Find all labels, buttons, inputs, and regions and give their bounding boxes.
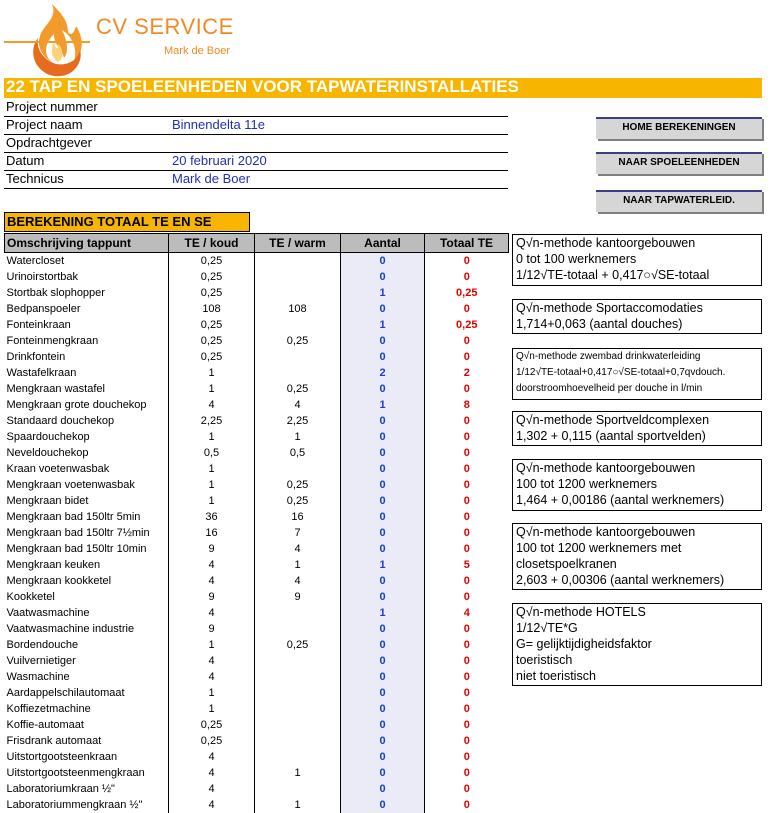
table-row (5, 541, 509, 557)
cell-aantal[interactable]: 1 (341, 317, 425, 333)
cell-aantal[interactable]: 0 (341, 253, 425, 270)
table-row (5, 637, 509, 653)
cell-totaal-te: 0 (463, 542, 470, 555)
cell-omschrijving: Laboratoriumkraan ½" (5, 781, 169, 797)
cell-te-koud: 9 (169, 541, 255, 557)
cell-te-warm: 0,25 (286, 382, 309, 395)
cell-aantal[interactable]: 0 (341, 461, 425, 477)
technician-label: Technicus (6, 171, 64, 186)
cell-omschrijving: Wasmachine (5, 669, 169, 685)
cell-totaal-te: 0 (463, 302, 470, 315)
table-row (5, 733, 509, 749)
cell-omschrijving: Bordendouche (5, 637, 169, 653)
table-row (5, 685, 509, 701)
project-number-label: Project nummer (6, 99, 98, 114)
cell-aantal[interactable]: 0 (341, 685, 425, 701)
formula-line: niet toeristisch (516, 669, 596, 683)
cell-te-koud: 4 (169, 797, 255, 813)
formula-line: 1,464 + 0,00186 (aantal werknemers) (516, 493, 725, 507)
cell-te-koud: 1 (169, 701, 255, 717)
cell-aantal[interactable]: 1 (341, 397, 425, 413)
goto-tapwaterleiding-button[interactable]: NAAR TAPWATERLEID. (596, 190, 762, 212)
column-header-te-koud: TE / koud (169, 234, 255, 253)
formula-line: 1,302 + 0,115 (aantal sportvelden) (516, 429, 706, 443)
cell-te-koud: 9 (169, 589, 255, 605)
cell-te-warm: 2,25 (286, 414, 309, 427)
table-row (5, 573, 509, 589)
cell-totaal-te: 0 (463, 702, 470, 715)
table-row (5, 477, 509, 493)
cell-totaal-te: 0 (463, 334, 470, 347)
cell-te-warm: 0,25 (286, 334, 309, 347)
cell-aantal[interactable]: 0 (341, 701, 425, 717)
cell-aantal[interactable]: 1 (341, 557, 425, 573)
cell-totaal-te: 0 (463, 782, 470, 795)
cell-te-koud: 4 (169, 765, 255, 781)
formula-line: 2,603 + 0,00306 (aantal werknemers) (516, 573, 725, 587)
cell-te-koud: 0,25 (169, 269, 255, 285)
cell-aantal[interactable]: 0 (341, 765, 425, 781)
cell-totaal-te: 0 (463, 494, 470, 507)
cell-aantal[interactable]: 2 (341, 365, 425, 381)
cell-omschrijving: Aardappelschilautomaat (5, 685, 169, 701)
cell-te-koud: 1 (169, 637, 255, 653)
cell-te-warm (255, 733, 341, 749)
cell-aantal[interactable]: 0 (341, 621, 425, 637)
cell-te-warm: 4 (294, 542, 301, 555)
cell-aantal[interactable]: 0 (341, 717, 425, 733)
cell-omschrijving: Mengkraan keuken (5, 557, 169, 573)
formula-line: 1/12√TE*G (516, 621, 578, 635)
date-label: Datum (6, 153, 45, 168)
divider (4, 188, 508, 189)
cell-omschrijving: Mengkraan bad 150ltr 5min (5, 509, 169, 525)
cell-omschrijving: Koffie-automaat (5, 717, 169, 733)
cell-te-koud: 0,5 (169, 445, 255, 461)
cell-te-warm (255, 701, 341, 717)
cell-te-koud: 1 (169, 477, 255, 493)
cell-totaal-te: 5 (463, 558, 470, 571)
cell-te-koud: 1 (169, 381, 255, 397)
formula-line: Q√n-methode kantoorgebouwen (516, 236, 696, 250)
cell-te-koud: 4 (169, 749, 255, 765)
cell-te-warm (255, 349, 341, 365)
cell-omschrijving: Fonteinmengkraan (5, 333, 169, 349)
formula-line: Q√n-methode kantoorgebouwen (516, 461, 696, 475)
cell-te-warm (255, 685, 341, 701)
cell-te-koud: 1 (169, 685, 255, 701)
table-row (5, 717, 509, 733)
cell-te-koud: 1 (169, 365, 255, 381)
cell-te-warm: 0,5 (289, 446, 306, 459)
cell-totaal-te: 0 (463, 270, 470, 283)
cell-aantal[interactable]: 0 (341, 637, 425, 653)
formula-line: 1,714+0,063 (aantal douches) (516, 317, 683, 331)
cell-totaal-te: 0 (463, 734, 470, 747)
cell-omschrijving: Mengkraan kookketel (5, 573, 169, 589)
formula-line: Q√n-methode HOTELS (516, 605, 646, 619)
cell-te-warm (255, 669, 341, 685)
cell-te-warm: 0,25 (286, 494, 309, 507)
cell-omschrijving: Fonteinkraan (5, 317, 169, 333)
cell-totaal-te: 0 (463, 638, 470, 651)
cell-te-warm (255, 749, 341, 765)
cell-te-warm (255, 653, 341, 669)
column-header-totaal-te: Totaal TE (425, 234, 509, 253)
cell-te-koud: 0,25 (169, 733, 255, 749)
cell-te-koud: 0,25 (169, 717, 255, 733)
cell-omschrijving: Standaard douchekop (5, 413, 169, 429)
cell-te-koud: 1 (169, 493, 255, 509)
technician-value: Mark de Boer (172, 171, 251, 186)
table-row (5, 701, 509, 717)
cell-te-warm: 16 (291, 510, 304, 523)
client-label: Opdrachtgever (6, 135, 92, 150)
table-row (5, 509, 509, 525)
formula-line: toeristisch (516, 653, 573, 667)
cell-aantal[interactable]: 0 (341, 653, 425, 669)
cell-te-warm: 1 (294, 798, 301, 811)
cell-te-warm (255, 317, 341, 333)
cell-te-koud: 1 (169, 461, 255, 477)
formula-line: 1/12√TE-totaal + 0,417○√SE-totaal (516, 268, 710, 282)
brand-owner: Mark de Boer (164, 45, 231, 57)
cell-totaal-te: 0 (463, 478, 470, 491)
cell-aantal[interactable]: 0 (341, 733, 425, 749)
cell-totaal-te: 0 (463, 350, 470, 363)
cell-te-warm: 108 (288, 302, 307, 315)
cell-omschrijving: Neveldouchekop (5, 445, 169, 461)
cell-te-warm: 4 (294, 398, 301, 411)
table-header-row (5, 234, 509, 253)
cell-te-koud: 4 (169, 605, 255, 621)
cell-omschrijving: Uitstortgootsteenkraan (5, 749, 169, 765)
cell-totaal-te: 0 (463, 462, 470, 475)
table-row (5, 749, 509, 765)
column-header-te-warm: TE / warm (255, 234, 341, 253)
logo-underline (4, 41, 90, 43)
column-header-aantal: Aantal (341, 234, 425, 253)
formula-line: Q√n-methode zwembad drinkwaterleiding (516, 351, 701, 362)
cell-omschrijving: Koffiezetmachine (5, 701, 169, 717)
cell-totaal-te: 0 (463, 654, 470, 667)
cell-omschrijving: Mengkraan bad 150ltr 7½min (5, 525, 169, 541)
formula-line: closetspoelkranen (516, 557, 617, 571)
table-row (5, 669, 509, 685)
cell-aantal[interactable]: 0 (341, 749, 425, 765)
cell-te-warm: 7 (294, 526, 301, 539)
cell-aantal[interactable]: 0 (341, 525, 425, 541)
home-calculations-button[interactable]: HOME BEREKENINGEN (596, 117, 762, 139)
cell-omschrijving: Spaardouchekop (5, 429, 169, 445)
brand-name: CV SERVICE (96, 14, 234, 39)
table-row (5, 269, 509, 285)
formula-box-office-large (512, 459, 762, 511)
table-row (5, 301, 509, 317)
divider (4, 170, 508, 171)
cell-omschrijving: Mengkraan grote douchekop (5, 397, 169, 413)
cell-totaal-te: 0 (463, 446, 470, 459)
cell-omschrijving: Urinoirstortbak (5, 269, 169, 285)
table-row (5, 253, 509, 270)
cell-totaal-te: 0 (463, 670, 470, 683)
cell-te-warm (255, 253, 341, 270)
cell-totaal-te: 2 (463, 366, 470, 379)
cell-te-warm (255, 365, 341, 381)
table-row (5, 317, 509, 333)
cell-aantal[interactable]: 0 (341, 781, 425, 797)
cell-te-koud: 4 (169, 653, 255, 669)
cell-te-koud: 4 (169, 557, 255, 573)
table-row (5, 621, 509, 637)
table-row (5, 381, 509, 397)
cell-te-koud: 1 (169, 429, 255, 445)
cell-omschrijving: Vaatwasmachine (5, 605, 169, 621)
cell-omschrijving: Stortbak slophopper (5, 285, 169, 301)
cell-te-koud: 16 (169, 525, 255, 541)
formula-line: 1/12√TE-totaal+0,417○√SE-totaal+0,7qvdouch. (516, 367, 726, 378)
formula-line: Q√n-methode Sportaccomodaties (516, 301, 703, 315)
cell-totaal-te: 0 (463, 798, 470, 811)
cell-te-warm: 1 (294, 766, 301, 779)
cell-aantal[interactable]: 0 (341, 429, 425, 445)
cell-te-koud: 36 (169, 509, 255, 525)
project-name-value: Binnendelta 11e (172, 117, 266, 132)
cell-aantal[interactable]: 0 (341, 573, 425, 589)
cell-totaal-te: 0,25 (456, 318, 478, 331)
cell-aantal[interactable]: 0 (341, 589, 425, 605)
table-row (5, 429, 509, 445)
cell-omschrijving: Wastafelkraan (5, 365, 169, 381)
table-row (5, 797, 509, 813)
cell-omschrijving: Mengkraan bidet (5, 493, 169, 509)
cell-totaal-te: 0 (463, 510, 470, 523)
table-row (5, 525, 509, 541)
table-row (5, 445, 509, 461)
formula-box-sportfields (512, 411, 762, 446)
table-row (5, 413, 509, 429)
date-value: 20 februari 2020 (172, 153, 267, 168)
section-title: BEREKENING TOTAAL TE EN SE (4, 212, 250, 232)
project-name-label: Project naam (6, 117, 83, 132)
formula-line: 100 tot 1200 werknemers (516, 477, 658, 491)
cell-aantal[interactable]: 0 (341, 445, 425, 461)
cell-te-warm: 1 (294, 430, 301, 443)
cell-totaal-te: 4 (463, 606, 470, 619)
cell-te-koud: 4 (169, 781, 255, 797)
cell-te-koud: 108 (169, 301, 255, 317)
cell-totaal-te: 0 (463, 590, 470, 603)
table-row (5, 653, 509, 669)
cell-te-warm (255, 781, 341, 797)
cell-te-warm (255, 717, 341, 733)
cell-omschrijving: Watercloset (5, 253, 169, 270)
cell-aantal[interactable]: 0 (341, 269, 425, 285)
cell-te-koud: 9 (169, 621, 255, 637)
cell-te-warm (255, 605, 341, 621)
cell-aantal[interactable]: 1 (341, 605, 425, 621)
table-row (5, 461, 509, 477)
table-row (5, 557, 509, 573)
cell-totaal-te: 0 (463, 750, 470, 763)
table-row (5, 365, 509, 381)
formula-line: Q√n-methode Sportveldcomplexen (516, 413, 710, 427)
cell-totaal-te: 8 (463, 398, 470, 411)
cell-aantal[interactable]: 0 (341, 669, 425, 685)
cell-te-warm: 0,25 (286, 478, 309, 491)
cell-totaal-te: 0 (463, 430, 470, 443)
formula-box-office-closet (512, 523, 762, 590)
cell-te-koud: 0,25 (169, 333, 255, 349)
page-title: 22 TAP EN SPOELEENHEDEN VOOR TAPWATERINSTALLATIES (6, 77, 519, 96)
cell-aantal[interactable]: 0 (341, 333, 425, 349)
cell-aantal[interactable]: 0 (341, 477, 425, 493)
formula-box-sport-accommodations (512, 299, 762, 334)
cell-totaal-te: 0 (463, 622, 470, 635)
formula-line: doorstroomhoevelheid per douche in l/min (516, 383, 703, 394)
cell-aantal[interactable]: 0 (341, 541, 425, 557)
cell-te-koud: 0,25 (169, 317, 255, 333)
formula-line: Q√n-methode kantoorgebouwen (516, 525, 696, 539)
cell-te-warm (255, 621, 341, 637)
cell-omschrijving: Uitstortgootsteenmengkraan (5, 765, 169, 781)
cell-totaal-te: 0 (463, 254, 470, 267)
formula-line: 100 tot 1200 werknemers met (516, 541, 682, 555)
cell-totaal-te: 0,25 (456, 286, 478, 299)
cell-te-koud: 2,25 (169, 413, 255, 429)
cell-aantal[interactable]: 0 (341, 493, 425, 509)
cell-aantal[interactable]: 0 (341, 349, 425, 365)
cell-totaal-te: 0 (463, 414, 470, 427)
cell-omschrijving: Mengkraan bad 150ltr 10min (5, 541, 169, 557)
cell-omschrijving: Frisdrank automaat (5, 733, 169, 749)
cell-totaal-te: 0 (463, 686, 470, 699)
table-row (5, 333, 509, 349)
cell-aantal[interactable]: 0 (341, 381, 425, 397)
cell-te-koud: 0,25 (169, 253, 255, 270)
cell-totaal-te: 0 (463, 718, 470, 731)
table-row (5, 349, 509, 365)
cell-omschrijving: Kraan voetenwasbak (5, 461, 169, 477)
cell-aantal[interactable]: 1 (341, 285, 425, 301)
table-row (5, 397, 509, 413)
cell-te-koud: 0,25 (169, 285, 255, 301)
cell-omschrijving: Kookketel (5, 589, 169, 605)
table-row (5, 765, 509, 781)
cell-te-koud: 4 (169, 669, 255, 685)
table-row (5, 589, 509, 605)
cell-aantal[interactable]: 0 (341, 413, 425, 429)
formula-box-office-small (512, 234, 762, 286)
cell-omschrijving: Mengkraan voetenwasbak (5, 477, 169, 493)
cell-totaal-te: 0 (463, 574, 470, 587)
cell-totaal-te: 0 (463, 766, 470, 779)
cell-aantal[interactable]: 0 (341, 301, 425, 317)
formula-box-swimming-pool (512, 348, 762, 400)
cell-te-warm (255, 269, 341, 285)
formula-line: G= gelijktijdigheidsfaktor (516, 637, 652, 651)
table-row (5, 781, 509, 797)
formula-line: 0 tot 100 werknemers (516, 252, 637, 266)
cell-te-warm: 9 (294, 590, 301, 603)
cell-te-warm: 4 (294, 574, 301, 587)
column-header-omschrijving: Omschrijving tappunt (5, 234, 169, 253)
cell-te-warm (255, 461, 341, 477)
cell-te-warm: 0,25 (286, 638, 309, 651)
cell-te-koud: 4 (169, 573, 255, 589)
cell-totaal-te: 0 (463, 526, 470, 539)
cell-te-koud: 0,25 (169, 349, 255, 365)
cell-omschrijving: Bedpanspoeler (5, 301, 169, 317)
formula-box-hotels (512, 603, 762, 686)
cell-aantal[interactable]: 0 (341, 509, 425, 525)
cell-te-warm: 1 (294, 558, 301, 571)
cell-omschrijving: Mengkraan wastafel (5, 381, 169, 397)
cell-omschrijving: Vuilvernietiger (5, 653, 169, 669)
table-row (5, 493, 509, 509)
cell-omschrijving: Drinkfontein (5, 349, 169, 365)
table-row (5, 605, 509, 621)
cell-totaal-te: 0 (463, 382, 470, 395)
cell-omschrijving: Vaatwasmachine industrie (5, 621, 169, 637)
cell-aantal[interactable]: 0 (341, 797, 425, 813)
cell-omschrijving: Laboratoriummengkraan ½" (5, 797, 169, 813)
goto-spoeleenheden-button[interactable]: NAAR SPOELEENHEDEN (596, 152, 762, 174)
cell-te-warm (255, 285, 341, 301)
cell-te-koud: 4 (169, 397, 255, 413)
te-calculation-table (4, 233, 509, 813)
table-row (5, 285, 509, 301)
